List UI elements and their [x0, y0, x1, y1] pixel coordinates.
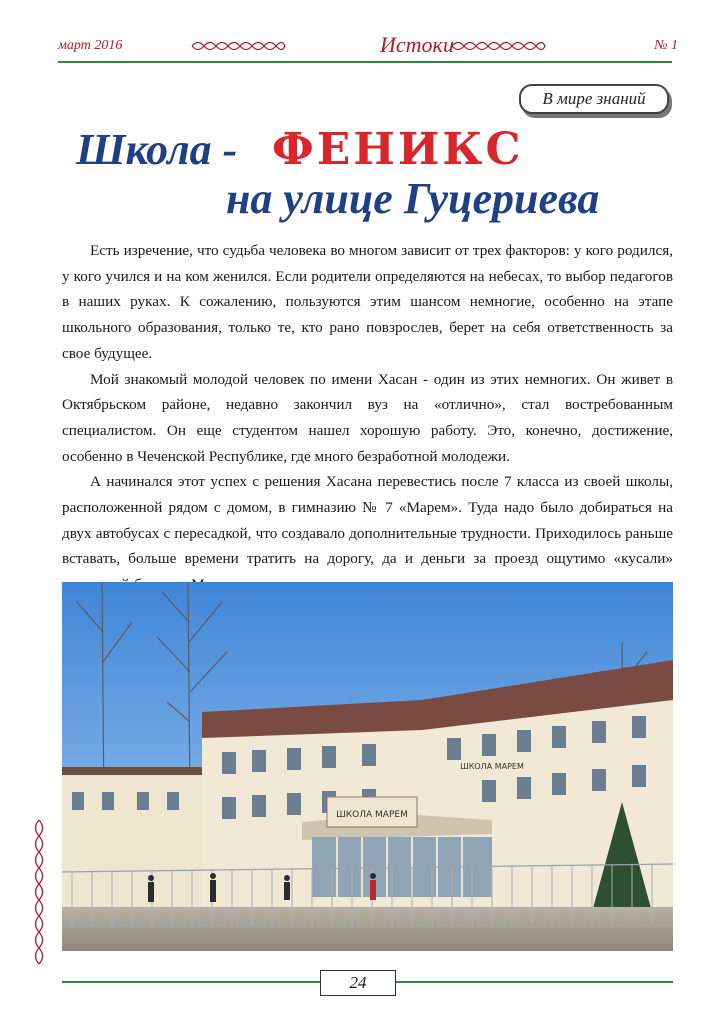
footer-divider-right [396, 981, 673, 983]
paragraph: Мой знакомый молодой человек по имени Хасан - один из этих немногих. Он живет в Октябрьском районе, недавно закончил вуз на «отлично», стал востребованным специалистом. Он еще студентом нашел хорошую работу. Это, конечно, достижение, особенно в Чеченской Республике, где много безработной молодежи. [62, 370, 673, 465]
paragraph: А начинался этот успех с решения Хасана перевестись после 7 класса из своей школы, расположенной рядом с домом, в гимназию № 7 «Марем». Туда надо было добираться на двух автобусах с пересадкой, что создавало дополнительные трудности. Приходилось раньше вставать, больше времени тратить на дорогу, да и деньги за проезд ощутимо «кусали» [62, 473, 673, 568]
title-part1: Школа - [76, 125, 238, 174]
entrance-sign: ШКОЛА МАРЕМ [336, 810, 408, 820]
page-number: 24 [320, 970, 396, 996]
title-highlight: ФЕНИКС [272, 124, 524, 175]
side-ornament-icon [32, 818, 46, 968]
article-body [62, 238, 673, 624]
issue-date: март 2016 [58, 38, 123, 53]
paragraph: Есть изречение, что судьба человека во многом зависит от трех факторов: у кого родился, у кого учился и на ком женился. Если родители определяются на небесах, то выбор педагогов в наших руках. К сожалению, пользуются этим шансом немногие, особенно на этапе школьного образования, только те, кто рано повзрослев, берет на себя ответственность за свое будущее. [62, 242, 673, 362]
header-divider [58, 61, 672, 63]
footer-divider-left [62, 981, 320, 983]
ornament-left-icon [190, 39, 286, 53]
title-part2: на улице Гуцериева [226, 174, 600, 223]
ornament-right-icon [450, 39, 546, 53]
section-rubric: В мире знаний [519, 84, 669, 114]
roof-sign: ШКОЛА МАРЕМ [460, 762, 524, 771]
issue-number: № 1 [654, 38, 678, 53]
magazine-title: Истоки [380, 32, 454, 57]
page-header [58, 32, 678, 62]
school-photo [62, 582, 673, 951]
